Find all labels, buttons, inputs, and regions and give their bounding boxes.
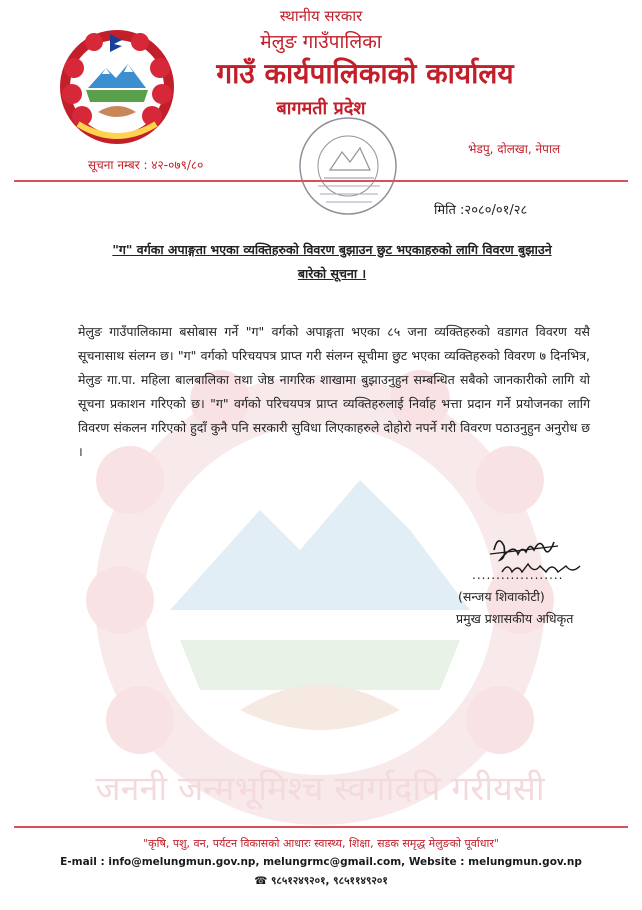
signatory-name: (सन्जय शिवाकोटी) — [458, 589, 545, 604]
office-location: भेडपु, दोलखा, नेपाल — [468, 142, 561, 156]
footer-contact: E-mail : info@melungmun.gov.np, melungrmc@gmail.com, Website : melungmun.gov.np — [60, 856, 582, 868]
signatory-title: प्रमुख प्रशासकीय अधिकृत — [456, 611, 574, 626]
header-municipality: मेलुङ गाउँपालिका — [260, 31, 382, 53]
signature-line: ................... — [472, 568, 564, 582]
header-office-name: गाउँ कार्यपालिकाको कार्यालय — [216, 57, 514, 90]
watermark-motto: जननी जन्मभूमिश्च स्वर्गादपि गरीयसी — [95, 769, 545, 809]
footer-slogan: "कृषि, पशु, वन, पर्यटन विकासको आधारः स्वास्थ्य, शिक्षा, सडक समृद्ध मेलुङको पूर्वाधार" — [143, 837, 499, 850]
header-province: बागमती प्रदेश — [276, 98, 366, 119]
notice-number: सूचना नम्बर : ४२-०७९/८० — [88, 158, 204, 172]
subject-line-1: "ग" वर्गका अपाङ्गता भएका व्यक्तिहरुको विवरण बुझाउन छुट भएकाहरुको लागि विवरण बुझाउने — [112, 242, 552, 257]
notice-subject — [80, 238, 584, 286]
notice-date: मिति :२०८०/०१/२८ — [434, 203, 528, 218]
office-seal-icon — [294, 112, 402, 220]
subject-line-2: बारेको सूचना । — [297, 266, 367, 281]
header-divider — [14, 180, 628, 182]
footer-phone: ☎ ९८५१२४९२०१, ९८५११४९२०१ — [254, 875, 388, 887]
footer-divider — [14, 826, 628, 828]
notice-body: मेलुङ गाउँपालिकामा बसोबास गर्ने "ग" वर्गको अपाङ्गता भएका ८५ जना व्यक्तिहरुको वडागत विवरण यसै सूचनासाथ संलग्न छ। "ग" वर्गको परिचयपत्र प्राप्त गरी संलग्न सूचीमा छुट भएका व्यक्तिहरुको विवरण ७ दिनभित्र, मेलुङ गा.पा. महिला बालबालिका तथा जेष्ठ नागरिक शाखामा बुझाउनुहुन सम्बन्धित सबैको जानकारीको लागि यो सूचना प्रकाशन गरिएको छ। "ग" वर्गको परिचयपत्र प्राप्त व्यक्तिहरुलाई निर्वाह भत्ता प्रदान गर्ने प्रयोजनका लागि विवरण संकलन गरिएको हुदाँ कुनै पनि सरकारी सुविधा लिएकाहरुले दोहोरो नपर्ने गरी विवरण पठाउनुहुन अनुरोध छ । — [78, 324, 590, 459]
header-local-government: स्थानीय सरकार — [279, 7, 363, 25]
